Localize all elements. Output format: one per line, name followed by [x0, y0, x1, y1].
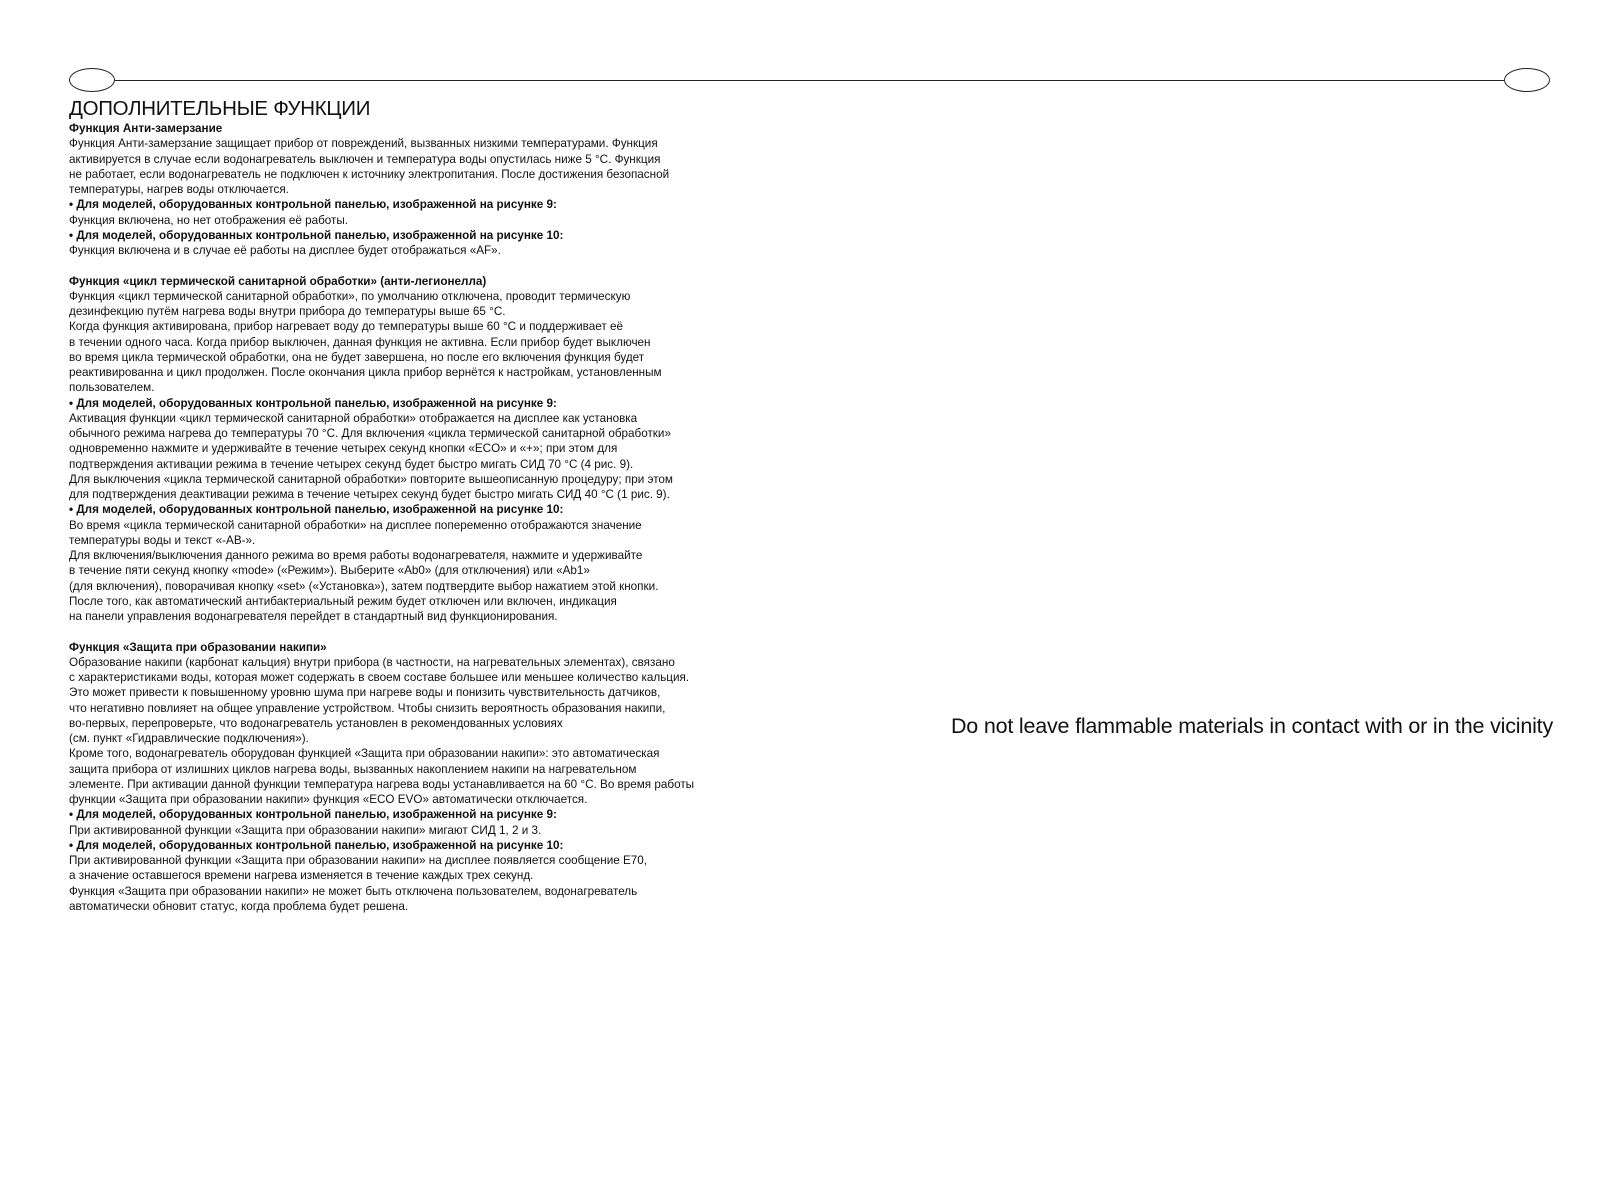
- paragraph-line: Функция «цикл термической санитарной обработки», по умолчанию отключена, проводит термическую: [69, 289, 631, 303]
- model-heading: • Для моделей, оборудованных контрольной панелью, изображенной на рисунке 10:: [69, 503, 564, 517]
- section-heading: Функция «цикл термической санитарной обработки» (анти-легионелла): [69, 274, 487, 288]
- paragraph-line: защита прибора от излишних циклов нагрева воды, вызванных накоплением накипи на нагревательном: [69, 762, 637, 776]
- paragraph-line: одновременно нажмите и удерживайте в течение четырех секунд кнопки «ECO» и «+»; при этом для: [69, 442, 618, 456]
- paragraph-line: во-первых, перепроверьте, что водонагреватель установлен в рекомендованных условиях: [69, 716, 563, 730]
- paragraph-line: Во время «цикла термической санитарной обработки» на дисплее попеременно отображаются значение: [69, 518, 642, 532]
- paragraph-line: элементе. При активации данной функции температура нагрева воды устанавливается на 60 °C. Во время работы: [69, 777, 695, 791]
- paragraph-line: температуры воды и текст «-AB-».: [69, 533, 256, 547]
- model-heading: • Для моделей, оборудованных контрольной панелью, изображенной на рисунке 10:: [69, 838, 564, 852]
- paragraph-line: (для включения), поворачивая кнопку «set» («Установка»), затем подтвердите выбор нажатием этой кнопки.: [69, 579, 659, 593]
- paragraph-line: дезинфекцию путём нагрева воды внутри прибора до температуры выше 65 °C.: [69, 305, 506, 318]
- paragraph-line: температуры, нагрев воды отключается.: [69, 183, 289, 196]
- section-spacer: [69, 624, 749, 639]
- paragraph-line: Функция включена и в случае её работы на дисплее будет отображаться «AF».: [69, 244, 501, 257]
- paragraph-line: При активированной функции «Защита при образовании накипи» мигают СИД 1, 2 и 3.: [69, 823, 542, 837]
- paragraph-line: пользователем.: [69, 381, 155, 395]
- paragraph-line: обычного режима нагрева до температуры 70 °C. Для включения «цикла термической санитарной обработки»: [69, 427, 671, 440]
- paragraph-line: с характеристиками воды, которая может содержать в своем составе большее или меньшее количество кальция.: [69, 671, 690, 684]
- section-sanitary: [69, 274, 749, 625]
- page-number-oval-right: [1504, 68, 1550, 92]
- paragraph-line: реактивированна и цикл продолжен. После окончания цикла прибор вернётся к настройкам, установленным: [69, 366, 662, 379]
- paragraph-line: Когда функция активирована, прибор нагревает воду до температуры выше 60 °C и поддерживает её: [69, 320, 623, 334]
- paragraph-line: Активация функции «цикл термической санитарной обработки» отображается на дисплее как установка: [69, 411, 638, 425]
- paragraph-line: Образование накипи (карбонат кальция) внутри прибора (в частности, на нагревательных элементах), связано: [69, 655, 675, 669]
- page-number-oval-left: [69, 68, 115, 92]
- paragraph-line: Для выключения «цикла термической санитарной обработки» повторите вышеописанную процедуру; при этом: [69, 472, 673, 486]
- paragraph-line: подтверждения активации режима в течение четырех секунд будет быстро мигать СИД 70 °C (4 рис. 9).: [69, 457, 634, 471]
- left-column: [69, 96, 749, 914]
- model-heading: • Для моделей, оборудованных контрольной панелью, изображенной на рисунке 9:: [69, 396, 557, 410]
- paragraph-line: на панели управления водонагревателя перейдет в стандартный вид функционирования.: [69, 610, 558, 623]
- page-title: ДОПОЛНИТЕЛЬНЫЕ ФУНКЦИИ: [69, 97, 371, 120]
- paragraph-line: не работает, если водонагреватель не подключен к источнику электропитания. После достижения безопасной: [69, 167, 670, 181]
- paragraph-line: функции «Защита при образовании накипи» функция «ECO EVO» автоматически отключается.: [69, 793, 588, 806]
- paragraph-line: При активированной функции «Защита при образовании накипи» на дисплее появляется сообщение E70,: [69, 854, 648, 867]
- paragraph-line: а значение оставшегося времени нагрева изменяется в течение каждых трех секунд.: [69, 869, 534, 883]
- section-heading: Функция Анти-замерзание: [69, 122, 223, 135]
- paragraph-line: активируется в случае если водонагреватель выключен и температура воды опустилась ниже 5 °C. Функция: [69, 152, 661, 166]
- paragraph-line: Это может привести к повышенному уровню шума при нагреве воды и понизить чувствительность датчиков,: [69, 686, 661, 700]
- paragraph-line: во время цикла термической обработки, она не будет завершена, но после его включения функция будет: [69, 350, 645, 364]
- right-page-note: Do not leave flammable materials in contact with or in the vicinity: [950, 714, 1553, 738]
- header-rule: [115, 80, 1504, 81]
- paragraph-line: Функция включена, но нет отображения её работы.: [69, 213, 349, 227]
- paragraph-line: Для включения/выключения данного режима во время работы водонагревателя, нажмите и удерживайте: [69, 549, 643, 562]
- model-heading: • Для моделей, оборудованных контрольной панелью, изображенной на рисунке 10:: [69, 228, 564, 242]
- paragraph-line: После того, как автоматический антибактериальный режим будет отключен или включен, индикация: [69, 594, 617, 608]
- paragraph-line: в течении одного часа. Когда прибор выключен, данная функция не активна. Если прибор будет выключен: [69, 335, 651, 349]
- paragraph-line: для подтверждения деактивации режима в течение четырех секунд будет быстро мигать СИД 40 °C (1 рис. 9).: [69, 488, 670, 501]
- paragraph-line: (см. пункт «Гидравлические подключения»).: [69, 732, 309, 745]
- paragraph-line: Функция «Защита при образовании накипи» не может быть отключена пользователем, водонагреватель: [69, 884, 638, 898]
- paragraph-line: что негативно повлияет на общее управление устройством. Чтобы снизить вероятность образования накипи,: [69, 701, 666, 715]
- paragraph-line: в течение пяти секунд кнопку «mode» («Режим»). Выберите «Ab0» (для отключения) или «Ab1»: [69, 564, 590, 578]
- section-spacer: [69, 258, 749, 273]
- section-heading: Функция «Защита при образовании накипи»: [69, 640, 327, 654]
- model-heading: • Для моделей, оборудованных контрольной панелью, изображенной на рисунке 9:: [69, 198, 557, 212]
- section-scale: [69, 640, 749, 915]
- paragraph-line: Функция Анти-замерзание защищает прибор от повреждений, вызванных низкими температурами. Функция: [69, 137, 658, 151]
- model-heading: • Для моделей, оборудованных контрольной панелью, изображенной на рисунке 9:: [69, 808, 557, 822]
- paragraph-line: автоматически обновит статус, когда проблема будет решена.: [69, 899, 409, 913]
- section-antifreeze: [69, 121, 749, 258]
- paragraph-line: Кроме того, водонагреватель оборудован функцией «Защита при образовании накипи»: это автоматическая: [69, 747, 660, 761]
